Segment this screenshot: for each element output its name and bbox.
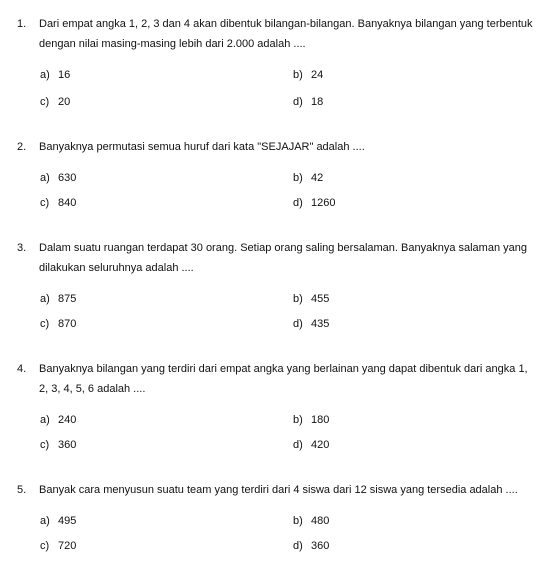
- option-value: 495: [58, 515, 77, 527]
- question-text: Dari empat angka 1, 2, 3 dan 4 akan dibentuk bilangan-bilangan. Banyaknya bilangan yang terbentuk dengan nilai masing-masing lebih dari 2.000 adalah ....: [39, 18, 533, 50]
- option-letter: b): [293, 69, 303, 81]
- option-c: [40, 95, 70, 109]
- option-c: [40, 196, 76, 210]
- option-value: 720: [58, 540, 77, 552]
- option-letter: a): [40, 172, 50, 184]
- option-value: 455: [311, 293, 330, 305]
- option-b: [293, 68, 323, 82]
- question-text: Banyak cara menyusun suatu team yang terdiri dari 4 siswa dari 12 siswa yang tersedia adalah ....: [39, 484, 518, 496]
- option-c: [40, 539, 76, 553]
- option-c: [40, 438, 76, 452]
- question-number: 1.: [17, 18, 27, 30]
- option-value: 180: [311, 414, 330, 426]
- question-number: 5.: [17, 484, 27, 496]
- option-value: 360: [311, 540, 330, 552]
- option-value: 240: [58, 414, 77, 426]
- option-b: [293, 171, 323, 185]
- option-letter: c): [40, 439, 50, 451]
- option-value: 18: [311, 96, 324, 108]
- option-value: 42: [311, 172, 324, 184]
- question-text: Dalam suatu ruangan terdapat 30 orang. Setiap orang saling bersalaman. Banyaknya salaman yang dilakukan seluruhnya adalah ....: [39, 242, 527, 274]
- option-value: 420: [311, 439, 330, 451]
- option-letter: c): [40, 96, 50, 108]
- option-d: [293, 95, 323, 109]
- option-value: 480: [311, 515, 330, 527]
- option-letter: d): [293, 439, 303, 451]
- option-a: [40, 413, 76, 427]
- option-a: [40, 68, 70, 82]
- option-letter: c): [40, 197, 50, 209]
- option-letter: a): [40, 293, 50, 305]
- option-letter: b): [293, 414, 303, 426]
- option-value: 875: [58, 293, 77, 305]
- option-value: 630: [58, 172, 77, 184]
- option-letter: a): [40, 414, 50, 426]
- option-value: 16: [58, 69, 71, 81]
- option-value: 870: [58, 318, 77, 330]
- option-value: 840: [58, 197, 77, 209]
- option-a: [40, 514, 76, 528]
- option-letter: d): [293, 197, 303, 209]
- option-letter: d): [293, 96, 303, 108]
- question-number: 2.: [17, 141, 27, 153]
- option-c: [40, 317, 76, 331]
- option-b: [293, 292, 329, 306]
- option-a: [40, 171, 76, 185]
- option-value: 24: [311, 69, 324, 81]
- option-d: [293, 196, 335, 210]
- option-d: [293, 438, 329, 452]
- option-letter: c): [40, 318, 50, 330]
- option-d: [293, 539, 329, 553]
- option-b: [293, 514, 329, 528]
- question-number: 3.: [17, 242, 27, 254]
- option-letter: b): [293, 515, 303, 527]
- option-letter: d): [293, 540, 303, 552]
- option-b: [293, 413, 329, 427]
- question-text: Banyaknya bilangan yang terdiri dari empat angka yang berlainan yang dapat dibentuk dari angka 1, 2, 3, 4, 5, 6 adalah ....: [39, 363, 528, 395]
- option-value: 20: [58, 96, 71, 108]
- option-letter: c): [40, 540, 50, 552]
- option-value: 1260: [311, 197, 336, 209]
- question-number: 4.: [17, 363, 27, 375]
- option-letter: a): [40, 69, 50, 81]
- option-letter: d): [293, 318, 303, 330]
- option-letter: b): [293, 293, 303, 305]
- question-text: Banyaknya permutasi semua huruf dari kata "SEJAJAR" adalah ....: [39, 141, 365, 153]
- option-value: 360: [58, 439, 77, 451]
- option-a: [40, 292, 76, 306]
- option-d: [293, 317, 329, 331]
- option-letter: a): [40, 515, 50, 527]
- option-letter: b): [293, 172, 303, 184]
- option-value: 435: [311, 318, 330, 330]
